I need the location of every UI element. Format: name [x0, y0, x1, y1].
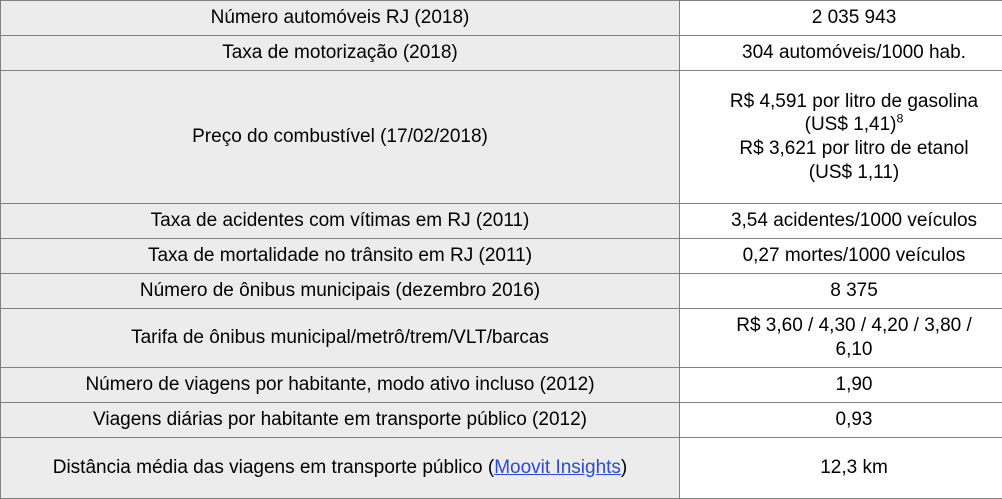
row-value — [680, 71, 1002, 204]
row-label: Número automóveis RJ (2018) — [1, 1, 680, 36]
table-row — [1, 71, 1002, 204]
table-row — [1, 36, 1002, 71]
table-row — [1, 309, 1002, 368]
table-row — [1, 239, 1002, 274]
row-value: 1,90 — [680, 368, 1002, 403]
table-row — [1, 1, 1002, 36]
table-row — [1, 368, 1002, 403]
row-label: Número de ônibus municipais (dezembro 2016) — [1, 274, 680, 309]
row-value: 0,27 mortes/1000 veículos — [680, 239, 1002, 274]
row-label: Taxa de mortalidade no trânsito em RJ (2011) — [1, 239, 680, 274]
value-line-4: (US$ 1,11) — [686, 161, 1002, 185]
row-label-text-end: ) — [621, 457, 627, 478]
row-label: Número de viagens por habitante, modo ativo incluso (2012) — [1, 368, 680, 403]
row-label: Taxa de motorização (2018) — [1, 36, 680, 71]
value-line-2: 6,10 — [686, 338, 1002, 362]
row-value: 3,54 acidentes/1000 veículos — [680, 204, 1002, 239]
row-label-text: Distância média das viagens em transporte público ( — [53, 457, 494, 478]
row-label: Taxa de acidentes com vítimas em RJ (2011) — [1, 204, 680, 239]
link-text-line-1: Moovit — [494, 457, 550, 478]
row-value: 2 035 943 — [680, 1, 1002, 36]
row-value: 304 automóveis/1000 hab. — [680, 36, 1002, 71]
value-line-1: R$ 3,60 / 4,30 / 4,20 / 3,80 / — [686, 314, 1002, 338]
value-line-2 — [686, 113, 1002, 137]
footnote-marker: 8 — [897, 112, 904, 126]
moovit-insights-link[interactable] — [494, 457, 621, 478]
value-line-1: R$ 4,591 por litro de gasolina — [686, 90, 1002, 114]
table-row — [1, 438, 1002, 499]
row-value: 12,3 km — [680, 438, 1002, 499]
link-text-line-2: Insights — [555, 457, 620, 478]
value-line-3: R$ 3,621 por litro de etanol — [686, 137, 1002, 161]
row-label: Preço do combustível (17/02/2018) — [1, 71, 680, 204]
row-label — [1, 438, 680, 499]
row-value: 8 375 — [680, 274, 1002, 309]
row-label: Tarifa de ônibus municipal/metrô/trem/VLT/barcas — [1, 309, 680, 368]
table-row — [1, 204, 1002, 239]
table-row — [1, 403, 1002, 438]
row-label: Viagens diárias por habitante em transporte público (2012) — [1, 403, 680, 438]
value-line-2-text: (US$ 1,41) — [805, 114, 897, 135]
row-value: 0,93 — [680, 403, 1002, 438]
table-body — [1, 1, 1002, 499]
row-value — [680, 309, 1002, 368]
table-row — [1, 274, 1002, 309]
